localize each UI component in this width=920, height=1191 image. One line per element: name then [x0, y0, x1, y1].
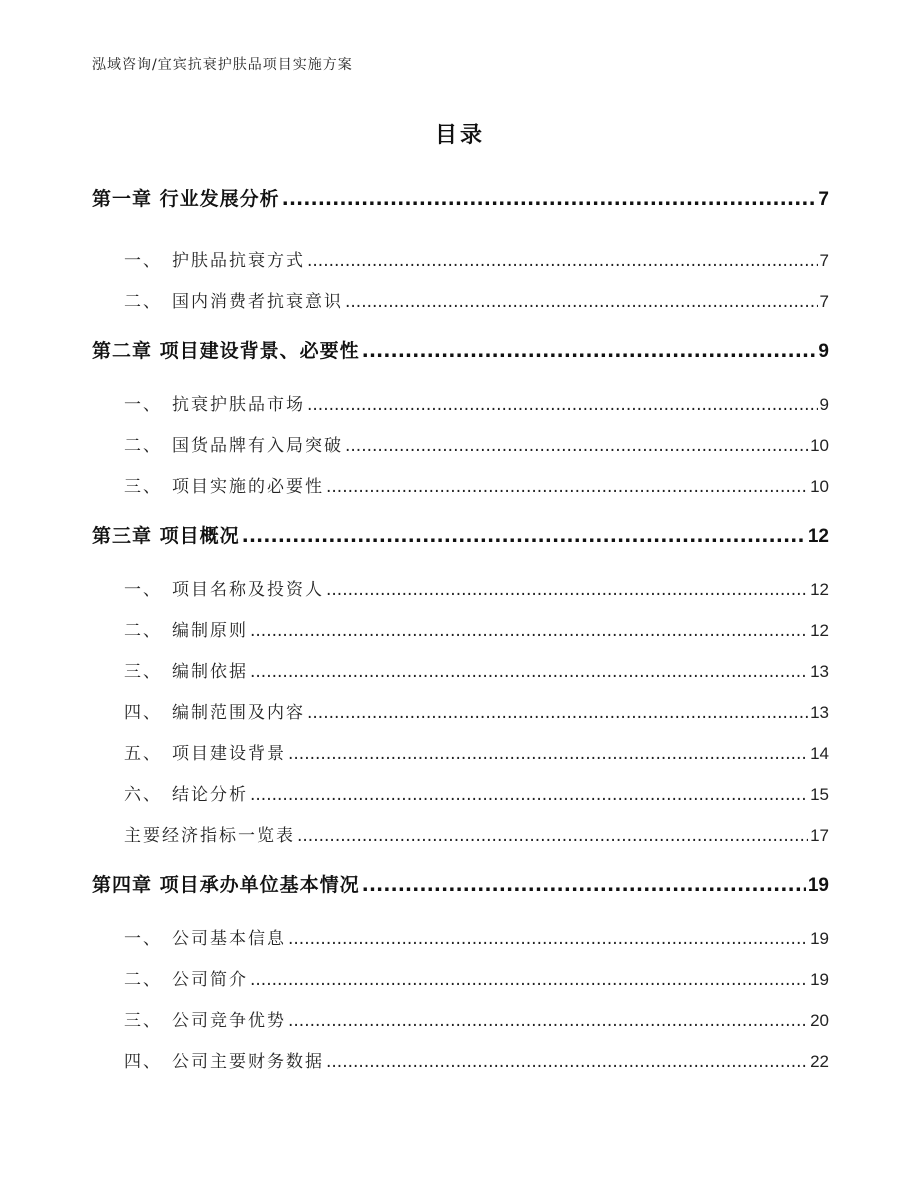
- toc-label: 公司主要财务数据: [172, 1052, 324, 1072]
- toc-section[interactable]: [124, 965, 829, 990]
- toc-page: 13: [810, 703, 829, 722]
- toc-label: 项目名称及投资人: [172, 580, 324, 600]
- toc-index: 五、: [124, 744, 162, 764]
- toc-leader: [307, 251, 818, 271]
- toc-page: 10: [810, 436, 829, 455]
- toc-section[interactable]: [124, 821, 829, 846]
- toc-leader: [250, 785, 808, 805]
- toc-label: 编制原则: [172, 621, 248, 641]
- toc-section[interactable]: [124, 575, 829, 600]
- toc-page: 9: [819, 395, 829, 414]
- toc-label: 主要经济指标一览表: [124, 826, 295, 846]
- toc-index: 一、: [124, 251, 162, 271]
- toc-label: 第三章 项目概况: [92, 525, 240, 547]
- toc-chapter-1[interactable]: [92, 184, 829, 211]
- toc-label: 编制依据: [172, 662, 248, 682]
- toc-chapter-2[interactable]: [92, 336, 829, 363]
- toc-section[interactable]: [124, 739, 829, 764]
- toc-page: 7: [819, 251, 829, 270]
- toc-leader: [250, 662, 808, 682]
- toc-leader: [250, 621, 808, 641]
- toc-index: 三、: [124, 1011, 162, 1031]
- toc-index: 二、: [124, 621, 162, 641]
- toc-page: 10: [810, 477, 829, 496]
- document-header: 泓域咨询/宜宾抗衰护肤品项目实施方案: [92, 57, 353, 73]
- toc-label: 第四章 项目承办单位基本情况: [92, 874, 360, 896]
- toc-leader: [326, 580, 808, 600]
- toc-page: 19: [810, 929, 829, 948]
- toc-page: 12: [807, 526, 829, 547]
- toc-leader: [362, 340, 817, 362]
- toc-chapter-3[interactable]: [92, 521, 829, 548]
- toc-leader: [282, 188, 817, 210]
- toc-page: 14: [810, 744, 829, 763]
- toc-label: 国内消费者抗衰意识: [172, 292, 343, 312]
- toc-page: 15: [810, 785, 829, 804]
- toc-page: 17: [810, 826, 829, 845]
- toc-leader: [345, 436, 808, 456]
- toc-leader: [345, 292, 818, 312]
- toc-label: 公司竞争优势: [172, 1011, 286, 1031]
- toc-page: 12: [810, 621, 829, 640]
- toc-leader: [288, 1011, 808, 1031]
- toc-leader: [362, 874, 806, 896]
- toc-index: 一、: [124, 395, 162, 415]
- toc-page: 22: [810, 1052, 829, 1071]
- toc-label: 编制范围及内容: [172, 703, 305, 723]
- toc-page: 7: [818, 189, 829, 210]
- toc-index: 六、: [124, 785, 162, 805]
- toc-section[interactable]: [124, 924, 829, 949]
- toc-label: 第二章 项目建设背景、必要性: [92, 340, 360, 362]
- toc-label: 项目实施的必要性: [172, 477, 324, 497]
- toc-index: 一、: [124, 929, 162, 949]
- toc-index: 三、: [124, 477, 162, 497]
- toc-index: 四、: [124, 703, 162, 723]
- toc-index: 一、: [124, 580, 162, 600]
- toc-leader: [326, 1052, 808, 1072]
- toc-section[interactable]: [124, 657, 829, 682]
- toc-section[interactable]: [124, 246, 829, 271]
- toc-chapter-4[interactable]: [92, 870, 829, 897]
- toc-leader: [326, 477, 808, 497]
- toc-page: 9: [818, 341, 829, 362]
- toc-page: 19: [810, 970, 829, 989]
- toc-page: 13: [810, 662, 829, 681]
- toc-label: 护肤品抗衰方式: [172, 251, 305, 271]
- toc-section[interactable]: [124, 390, 829, 415]
- toc-index: 二、: [124, 292, 162, 312]
- toc-leader: [288, 929, 808, 949]
- toc-section[interactable]: [124, 472, 829, 497]
- toc-leader: [242, 525, 806, 547]
- toc-index: 四、: [124, 1052, 162, 1072]
- toc-label: 结论分析: [172, 785, 248, 805]
- toc-page: 12: [810, 580, 829, 599]
- toc-label: 公司基本信息: [172, 929, 286, 949]
- toc-leader: [307, 395, 818, 415]
- toc-leader: [250, 970, 808, 990]
- toc-label: 第一章 行业发展分析: [92, 188, 280, 210]
- toc-label: 公司简介: [172, 970, 248, 990]
- toc-page: 19: [807, 875, 829, 896]
- toc-label: 国货品牌有入局突破: [172, 436, 343, 456]
- toc-section[interactable]: [124, 780, 829, 805]
- toc-label: 项目建设背景: [172, 744, 286, 764]
- toc-index: 二、: [124, 970, 162, 990]
- toc-leader: [297, 826, 808, 846]
- toc-section[interactable]: [124, 1047, 829, 1072]
- toc-section[interactable]: [124, 616, 829, 641]
- toc-page: 7: [819, 292, 829, 311]
- toc-index: 三、: [124, 662, 162, 682]
- toc-index: 二、: [124, 436, 162, 456]
- toc-leader: [307, 703, 808, 723]
- toc-page: 20: [810, 1011, 829, 1030]
- toc-leader: [288, 744, 808, 764]
- page-title: 目录: [434, 123, 485, 148]
- toc-section[interactable]: [124, 431, 829, 456]
- toc-section[interactable]: [124, 287, 829, 312]
- toc-section[interactable]: [124, 1006, 829, 1031]
- toc-section[interactable]: [124, 698, 829, 723]
- toc-label: 抗衰护肤品市场: [172, 395, 305, 415]
